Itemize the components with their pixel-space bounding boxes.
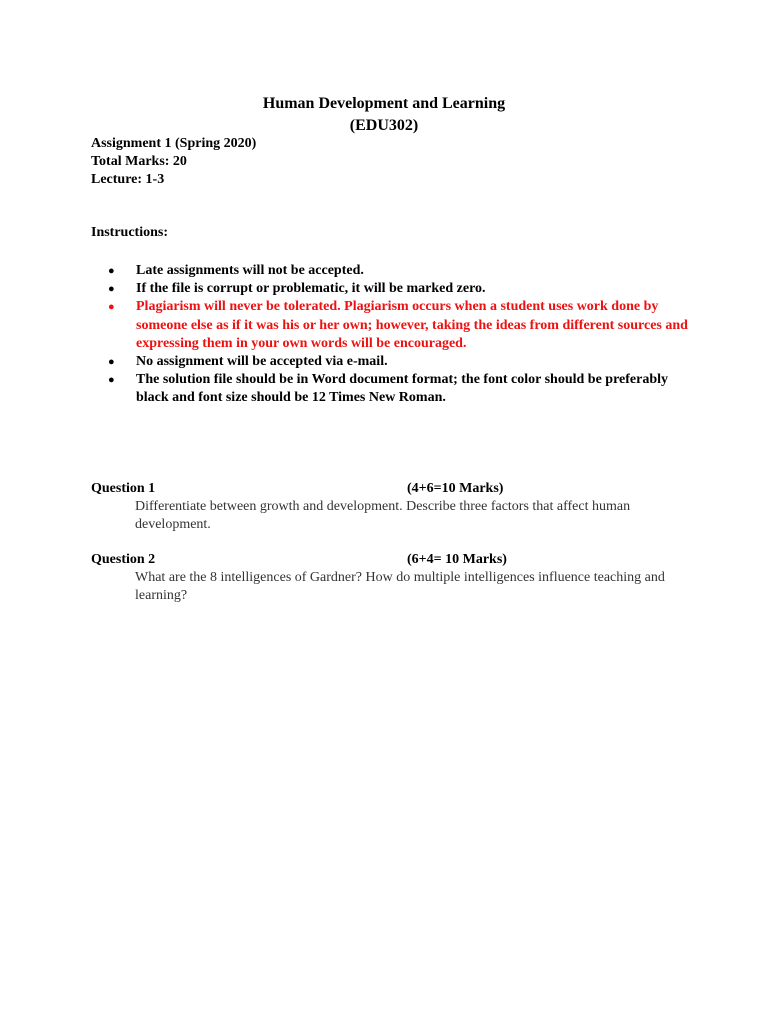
bullet-icon: ● <box>108 283 115 296</box>
instruction-item-corrupt <box>108 280 688 298</box>
question-2-text: What are the 8 intelligences of Gardner? How do multiple intelligences influence teaching and learning? <box>135 570 665 603</box>
course-code: (EDU302) <box>349 117 419 134</box>
question-marks: (6+4= 10 Marks) <box>407 552 507 567</box>
instruction-item-late <box>108 262 688 280</box>
instruction-text: The solution file should be in Word document format; the font color should be preferably black and font size should be 12 Times New Roman. <box>136 372 669 406</box>
question-label: Question 1 <box>91 481 156 496</box>
question-1-text: Differentiate between growth and development. Describe three factors that affect human development. <box>135 499 631 532</box>
instruction-text: Late assignments will not be accepted. <box>136 263 364 278</box>
document-title: Human Development and Learning <box>262 95 506 112</box>
total-marks: Total Marks: 20 <box>91 154 187 169</box>
bullet-icon: ● <box>108 356 115 369</box>
instruction-text: No assignment will be accepted via e-mail. <box>136 354 388 370</box>
assignment-meta <box>91 135 256 189</box>
assignment-name: Assignment 1 (Spring 2020) <box>91 136 257 151</box>
lecture-range: Lecture: 1-3 <box>91 172 165 187</box>
bullet-icon: ● <box>108 301 115 314</box>
instruction-item-format <box>108 371 688 407</box>
instructions-list <box>108 262 688 408</box>
bullet-icon: ● <box>108 265 115 277</box>
instruction-text: If the file is corrupt or problematic, it will be marked zero. <box>136 281 486 297</box>
instruction-text: Plagiarism will never be tolerated. Plagiarism occurs when a student uses work done by someone else as if it was his or her own; however, taking the ideas from different sources and expressing them in your own words will be encouraged. <box>136 299 688 351</box>
bullet-icon: ● <box>108 374 115 387</box>
instructions-heading: Instructions: <box>91 225 169 240</box>
instruction-item-plagiarism <box>108 298 688 353</box>
instruction-item-email <box>108 353 688 371</box>
question-label: Question 2 <box>91 552 156 567</box>
question-marks: (4+6=10 Marks) <box>407 481 504 496</box>
